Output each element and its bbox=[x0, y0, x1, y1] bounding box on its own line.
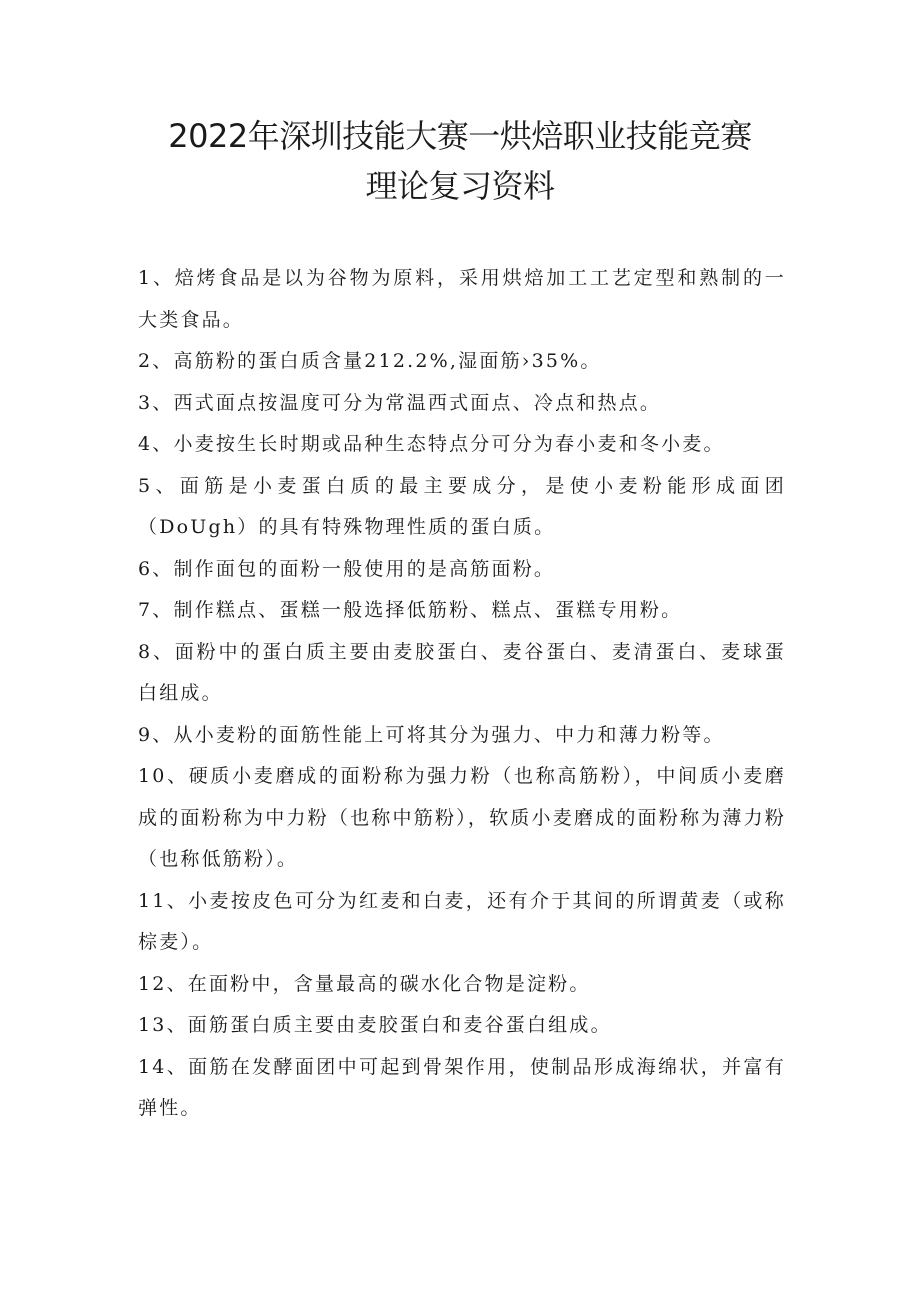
list-item: 4、小麦按生长时期或品种生态特点分可分为春小麦和冬小麦。 bbox=[138, 433, 725, 455]
list-item: 3、西式面点按温度可分为常温西式面点、冷点和热点。 bbox=[138, 391, 662, 414]
list-item: 11、小麦按皮色可分为红麦和白麦，还有介于其间的所谓黄麦（或称棕麦）。 bbox=[138, 889, 786, 953]
document-title-line-2: 理论复习资料 bbox=[365, 167, 555, 205]
list-item: 5、面筋是小麦蛋白质的最主要成分，是使小麦粉能形成面团（DoUgh）的具有特殊物理性质的蛋白质。 bbox=[138, 474, 786, 538]
list-item: 10、硬质小麦磨成的面粉称为强力粉（也称高筋粉），中间质小麦磨成的面粉称为中力粉（也称中筋粉），软质小麦磨成的面粉称为薄力粉（也称低筋粉）。 bbox=[138, 765, 786, 870]
list-item: 8、面粉中的蛋白质主要由麦胶蛋白、麦谷蛋白、麦清蛋白、麦球蛋白组成。 bbox=[138, 640, 786, 704]
document-title-line-1: 2022年深圳技能大赛一烘焙职业技能竞赛 bbox=[168, 117, 752, 155]
list-item: 2、高筋粉的蛋白质含量212.2%,湿面筋›35%。 bbox=[138, 350, 602, 372]
list-item: 13、面筋蛋白质主要由麦胶蛋白和麦谷蛋白组成。 bbox=[138, 1014, 612, 1036]
list-item: 14、面筋在发酵面团中可起到骨架作用，使制品形成海绵状，并富有弹性。 bbox=[138, 1055, 786, 1119]
list-item: 12、在面粉中，含量最高的碳水化合物是淀粉。 bbox=[138, 972, 591, 995]
list-item: 7、制作糕点、蛋糕一般选择低筋粉、糕点、蛋糕专用粉。 bbox=[138, 599, 683, 621]
list-item: 9、从小麦粉的面筋性能上可将其分为强力、中力和薄力粉等。 bbox=[138, 723, 725, 746]
list-item: 6、制作面包的面粉一般使用的是高筋面粉。 bbox=[138, 557, 556, 580]
question-list bbox=[138, 258, 786, 1130]
list-item: 1、焙烤食品是以为谷物为原料，采用烘焙加工工艺定型和熟制的一大类食品。 bbox=[138, 267, 786, 331]
